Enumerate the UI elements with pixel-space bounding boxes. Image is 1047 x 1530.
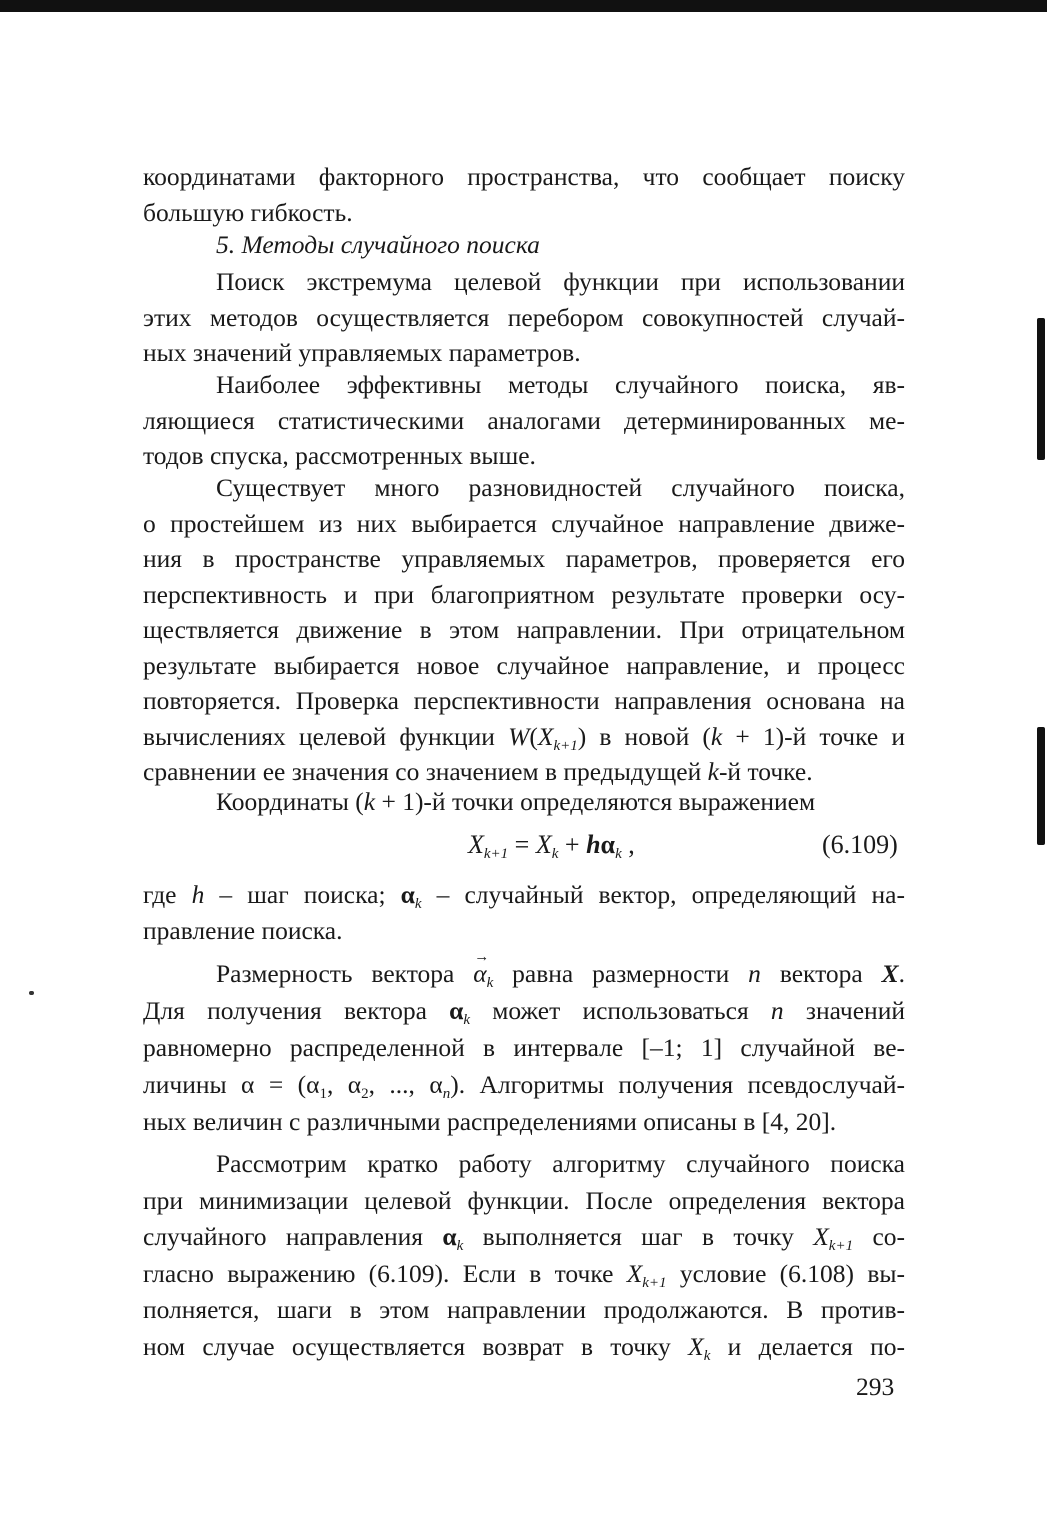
text-run: гласно выражению (6.109). Если в точке: [143, 1258, 627, 1288]
text-run: случайного направления: [143, 1222, 443, 1251]
text-line: [143, 784, 905, 820]
math-symbol: X: [468, 830, 484, 859]
paragraph-4: [143, 784, 905, 820]
text-line: равномерно распределенной в интервале [–1; 1] случайной ве-: [143, 1033, 905, 1062]
text-run: .: [898, 959, 905, 988]
text-line: [143, 1329, 905, 1366]
scan-top-border: [0, 0, 1047, 12]
math-subscript: k: [486, 975, 494, 991]
text-run: -й точке.: [718, 757, 813, 786]
math-symbol: α: [600, 830, 616, 859]
text-run: , α: [326, 1070, 362, 1099]
text-line: этих методов осуществляется перебором совокупностей случай-: [143, 302, 905, 332]
text-line: Существует много разновидностей случайного поиска,: [216, 473, 905, 502]
text-line: [143, 719, 905, 755]
math-operator: +: [558, 830, 587, 859]
text-run: в новой (: [586, 721, 711, 751]
text-line: [143, 1219, 905, 1256]
text-line: Наиболее эффективны методы случайного поиска, яв-: [216, 370, 905, 399]
math-symbol: n: [748, 959, 761, 988]
math-symbol: X: [881, 959, 899, 988]
text-run: Размерность вектора: [216, 959, 474, 988]
text-line: о простейшем из них выбирается случайное направление движе-: [143, 508, 905, 538]
math-subscript: k: [703, 1347, 711, 1364]
text-line: повторяется. Проверка перспективности направления основана на: [143, 686, 905, 715]
vector-symbol: → α: [473, 955, 486, 992]
paragraph-1: [143, 264, 905, 371]
text-run: где: [143, 880, 192, 909]
text-run: Координаты (: [216, 787, 364, 816]
text-run: выполняется шаг в точку: [463, 1222, 814, 1251]
text-line: Рассмотрим кратко работу алгоритму случайного поиска: [216, 1149, 905, 1178]
text-line: ных величин с различными распределениями описаны в [4, 20].: [143, 1107, 837, 1136]
math-symbol: h: [586, 830, 601, 859]
text-run: личины α = (α: [143, 1070, 320, 1099]
text-run: сравнении ее значения со значением в предыдущей: [143, 757, 708, 786]
math-subscript: k: [551, 846, 559, 862]
text-line: [143, 1066, 905, 1103]
math-symbol: W: [508, 721, 530, 751]
math-symbol: k: [707, 757, 719, 786]
text-line: [143, 992, 905, 1029]
text-run: (: [529, 721, 538, 751]
math-symbol: k: [363, 787, 376, 816]
math-symbol: n: [770, 996, 784, 1025]
text-run: – шаг поиска;: [204, 880, 401, 909]
text-line: ния в пространстве управляемых параметров, проверяется его: [143, 544, 905, 573]
math-symbol: h: [191, 880, 205, 909]
math-subscript: k: [463, 1012, 471, 1028]
text-line: перспективность и при благоприятном результате проверки осу-: [143, 579, 905, 609]
text-line: ществляется движение в этом направлении. При отрицательном: [143, 615, 905, 644]
math-operator: ,: [621, 830, 635, 859]
math-subscript: 1: [319, 1086, 327, 1102]
text-line: при минимизации целевой функции. После определения вектора: [143, 1185, 905, 1215]
math-subscript: k: [615, 846, 622, 862]
text-run: – случайный вектор, определяющий на-: [421, 880, 905, 909]
math-symbol: X: [813, 1222, 829, 1251]
paragraph-3: [143, 470, 905, 790]
text-line: правление поиска.: [143, 915, 343, 945]
math-subscript: n: [442, 1086, 451, 1102]
text-run: и делается по-: [710, 1331, 905, 1361]
text-run: условие (6.108) вы-: [666, 1258, 905, 1288]
math-symbol: α: [449, 996, 464, 1025]
math-subscript: k+1: [828, 1238, 854, 1254]
text-line: полняется, шаги в этом направлении продолжаются. В против-: [143, 1295, 905, 1324]
scan-speck: [29, 991, 34, 995]
text-run: ном случае осуществляется возврат в точку: [143, 1331, 689, 1361]
paragraph-5: [143, 877, 905, 948]
text-line: [143, 1256, 905, 1293]
paragraph-continuation: [143, 159, 905, 230]
math-symbol: α: [400, 880, 415, 909]
formula-6-109: [468, 830, 635, 860]
text-line: результате выбирается новое случайное направление, и процесс: [143, 650, 905, 680]
equation-number: (6.109): [822, 830, 898, 859]
text-run: значений: [783, 996, 905, 1025]
math-operator: =: [508, 830, 536, 859]
page-number: 293: [856, 1372, 895, 1401]
math-subscript: k+1: [553, 737, 578, 754]
text-run: ). Алгоритмы получения псевдослучай-: [450, 1070, 905, 1099]
text-line: [143, 955, 905, 992]
math-symbol: k: [710, 721, 723, 751]
text-run: может использоваться: [470, 996, 771, 1025]
math-symbol: α: [442, 1222, 457, 1251]
text-line: Поиск экстремума целевой функции при использовании: [216, 267, 905, 296]
math-subscript: 2: [361, 1086, 369, 1102]
math-symbol: X: [688, 1331, 704, 1361]
math-subscript: k: [456, 1238, 464, 1254]
math-symbol: X: [535, 830, 552, 859]
text-run: со-: [853, 1222, 905, 1251]
text-run: + 1)-й точке и: [722, 721, 905, 751]
scan-edge-mark-upper: [1037, 318, 1045, 460]
math-subscript: k: [414, 896, 422, 912]
paragraph-7: [143, 1146, 905, 1365]
text-run: Для получения вектора: [143, 996, 450, 1025]
text-line: координатами факторного пространства, что сообщает поиску: [143, 162, 905, 191]
text-line: [143, 877, 905, 913]
scan-edge-mark-lower: [1037, 727, 1045, 845]
text-run: вычислениях целевой функции: [143, 721, 509, 751]
math-symbol: X: [537, 721, 554, 751]
text-run: ): [577, 721, 587, 751]
text-line: ляющиеся статистическими аналогами детерминированных ме-: [143, 405, 905, 435]
text-line: ных значений управляемых параметров.: [143, 338, 581, 367]
text-line: большую гибкость.: [143, 197, 353, 227]
text-run: + 1)-й точки определяются выражением: [375, 787, 816, 816]
math-subscript: k+1: [483, 846, 509, 862]
paragraph-2: [143, 367, 905, 474]
text-run: , ..., α: [368, 1070, 443, 1099]
text-run: равна размерности: [493, 959, 749, 988]
section-heading: 5. Методы случайного поиска: [216, 230, 540, 259]
math-subscript: k+1: [642, 1274, 667, 1291]
text-line: тодов спуска, рассмотренных выше.: [143, 441, 536, 470]
paragraph-6: [143, 955, 905, 1140]
text-run: вектора: [760, 959, 882, 988]
math-symbol: X: [626, 1258, 643, 1288]
